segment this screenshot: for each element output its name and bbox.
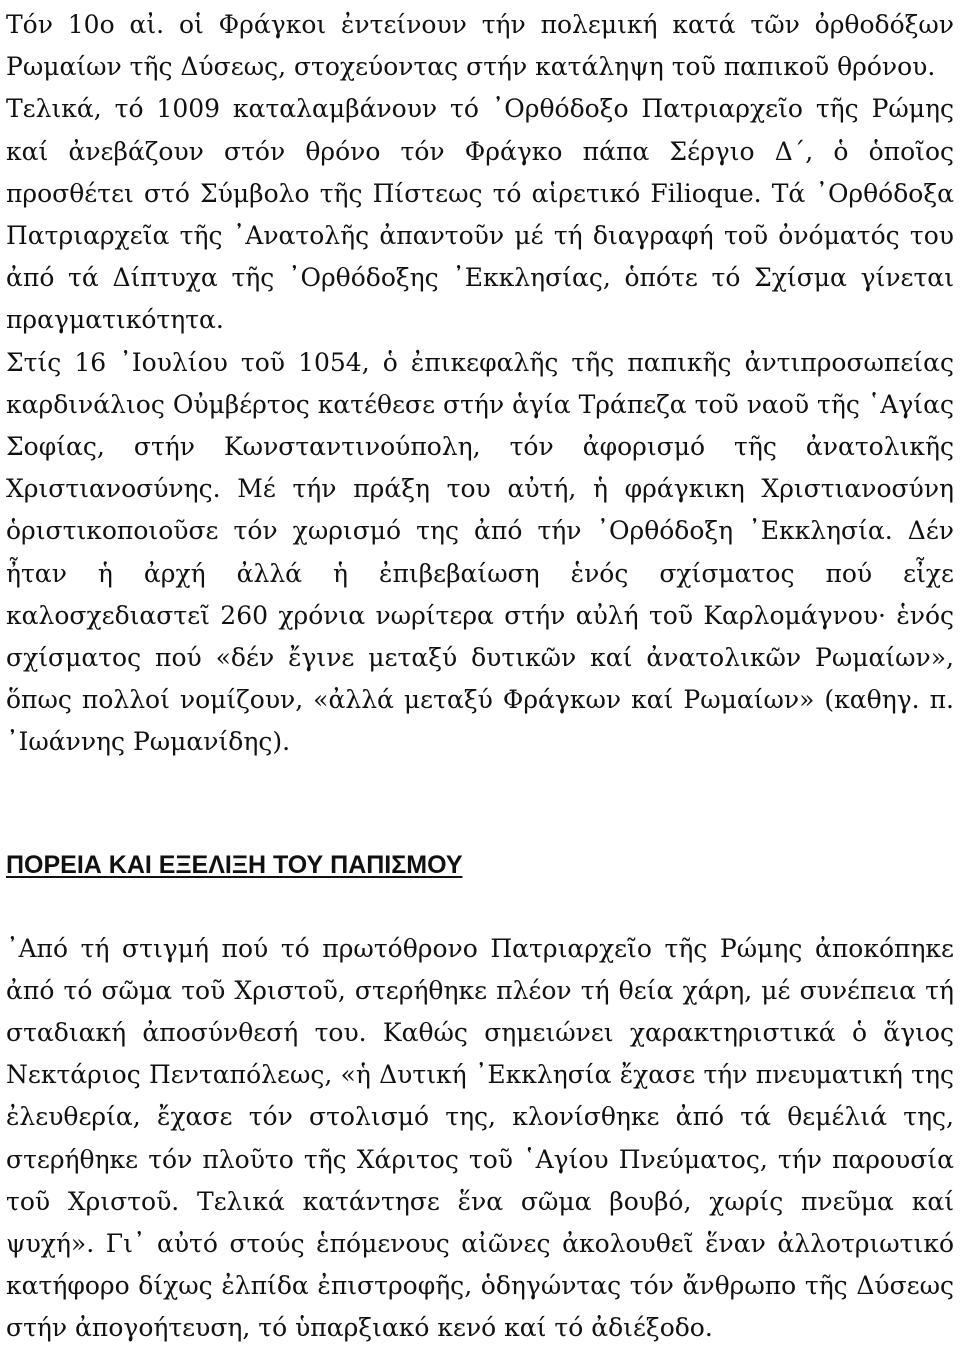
paragraph-filioque: Τελικά, τό 1009 καταλαμβάνουν τό ᾿Ορθόδοξο Πατριαρχεῖο τῆς Ρώμης καί ἀνεβάζουν στόν θρόνο τόν Φράγκο πάπα Σέργιο Δ΄, ὁ ὁποῖος προσθέτει στό Σύμβολο τῆς Πίστεως τό αἱρετικό Filioque. Τά ᾿Ορθόδοξα Πατριαρχεῖα τῆς ᾿Ανατολῆς ἀπαντοῦν μέ τή διαγραφή τοῦ ὀνόματός του ἀπό τά Δίπτυχα τῆς ᾿Ορθόδοξης ᾿Εκκλησίας, ὁπότε τό Σχίσμα γίνεται πραγματικότητα. [6, 94, 954, 335]
section-papacy-evolution [6, 928, 954, 1350]
heading-spacer [6, 886, 954, 928]
section-heading: ΠΟΡΕΙΑ ΚΑΙ ΕΞΕΛΙΞΗ ΤΟΥ ΠΑΠΙΣΜΟΥ [6, 850, 463, 879]
section-schism [6, 4, 954, 764]
paragraph-frankish-offensive: Τόν 10ο αἰ. οἱ Φράγκοι ἐντείνουν τήν πολεμική κατά τῶν ὀρθοδόξων Ρωμαίων τῆς Δύσεως, στοχεύοντας στήν κατάληψη τοῦ παπικοῦ θρόνου. [6, 10, 954, 82]
paragraph-papacy-decline: ᾿Από τή στιγμή πού τό πρωτόθρονο Πατριαρχεῖο τῆς Ρώμης ἀποκόπηκε ἀπό τό σῶμα τοῦ Χριστοῦ, στερήθηκε πλέον τή θεία χάρη, μέ συνέπεια τή σταδιακή ἀποσύνθεσή του. Καθώς σημειώνει χαρακτηριστικά ὁ ἅγιος Νεκτάριος Πενταπόλεως, «ἡ Δυτική ᾿Εκκλησία ἔχασε τήν πνευματική της ἐλευθερία, ἔχασε τόν στολισμό της, κλονίσθηκε ἀπό τά θεμέλιά της, στερήθηκε τόν πλοῦτο τῆς Χάριτος τοῦ ῾Αγίου Πνεύματος, τήν παρουσία τοῦ Χριστοῦ. Τελικά κατάντησε ἕνα σῶμα βουβό, χωρίς πνεῦμα καί ψυχή». Γι᾿ αὐτό στούς ἑπόμενους αἰῶνες ἀκολουθεῖ ἕναν ἀλλοτριωτικό κατήφορο δίχως ἐλπίδα ἐπιστροφῆς, ὁδηγώντας τόν ἄνθρωπο τῆς Δύσεως στήν ἀπογοήτευση, τό ὑπαρξιακό κενό καί τό ἀδιέξοδο. [6, 933, 954, 1343]
section-spacer [6, 764, 954, 844]
paragraph-excommunication-1054: Στίς 16 ᾿Ιουλίου τοῦ 1054, ὁ ἐπικεφαλῆς τῆς παπικῆς ἀντιπροσωπείας καρδινάλιος Οὐμβέρτος κατέθεσε στήν ἁγία Τράπεζα τοῦ ναοῦ τῆς ῾Αγίας Σοφίας, στήν Κωνσταντινούπολη, τόν ἀφορισμό τῆς ἀνατολικῆς Χριστιανοσύνης. Μέ τήν πράξη του αὐτή, ἡ φράγκικη Χριστιανοσύνη ὁριστικοποιοῦσε τόν χωρισμό της ἀπό τήν ᾿Ορθόδοξη ᾿Εκκλησία. Δέν ἦταν ἡ ἀρχή ἀλλά ἡ ἐπιβεβαίωση ἑνός σχίσματος πού εἶχε καλοσχεδιαστεῖ 260 χρόνια νωρίτερα στήν αὐλή τοῦ Καρλομάγνου· ἑνός σχίσματος πού «δέν ἔγινε μεταξύ δυτικῶν καί ἀνατολικῶν Ρωμαίων», ὅπως πολλοί νομίζουν, «ἀλλά μεταξύ Φράγκων καί Ρωμαίων» (καθηγ. π. ᾿Ιωάννης Ρωμανίδης). [6, 347, 954, 757]
